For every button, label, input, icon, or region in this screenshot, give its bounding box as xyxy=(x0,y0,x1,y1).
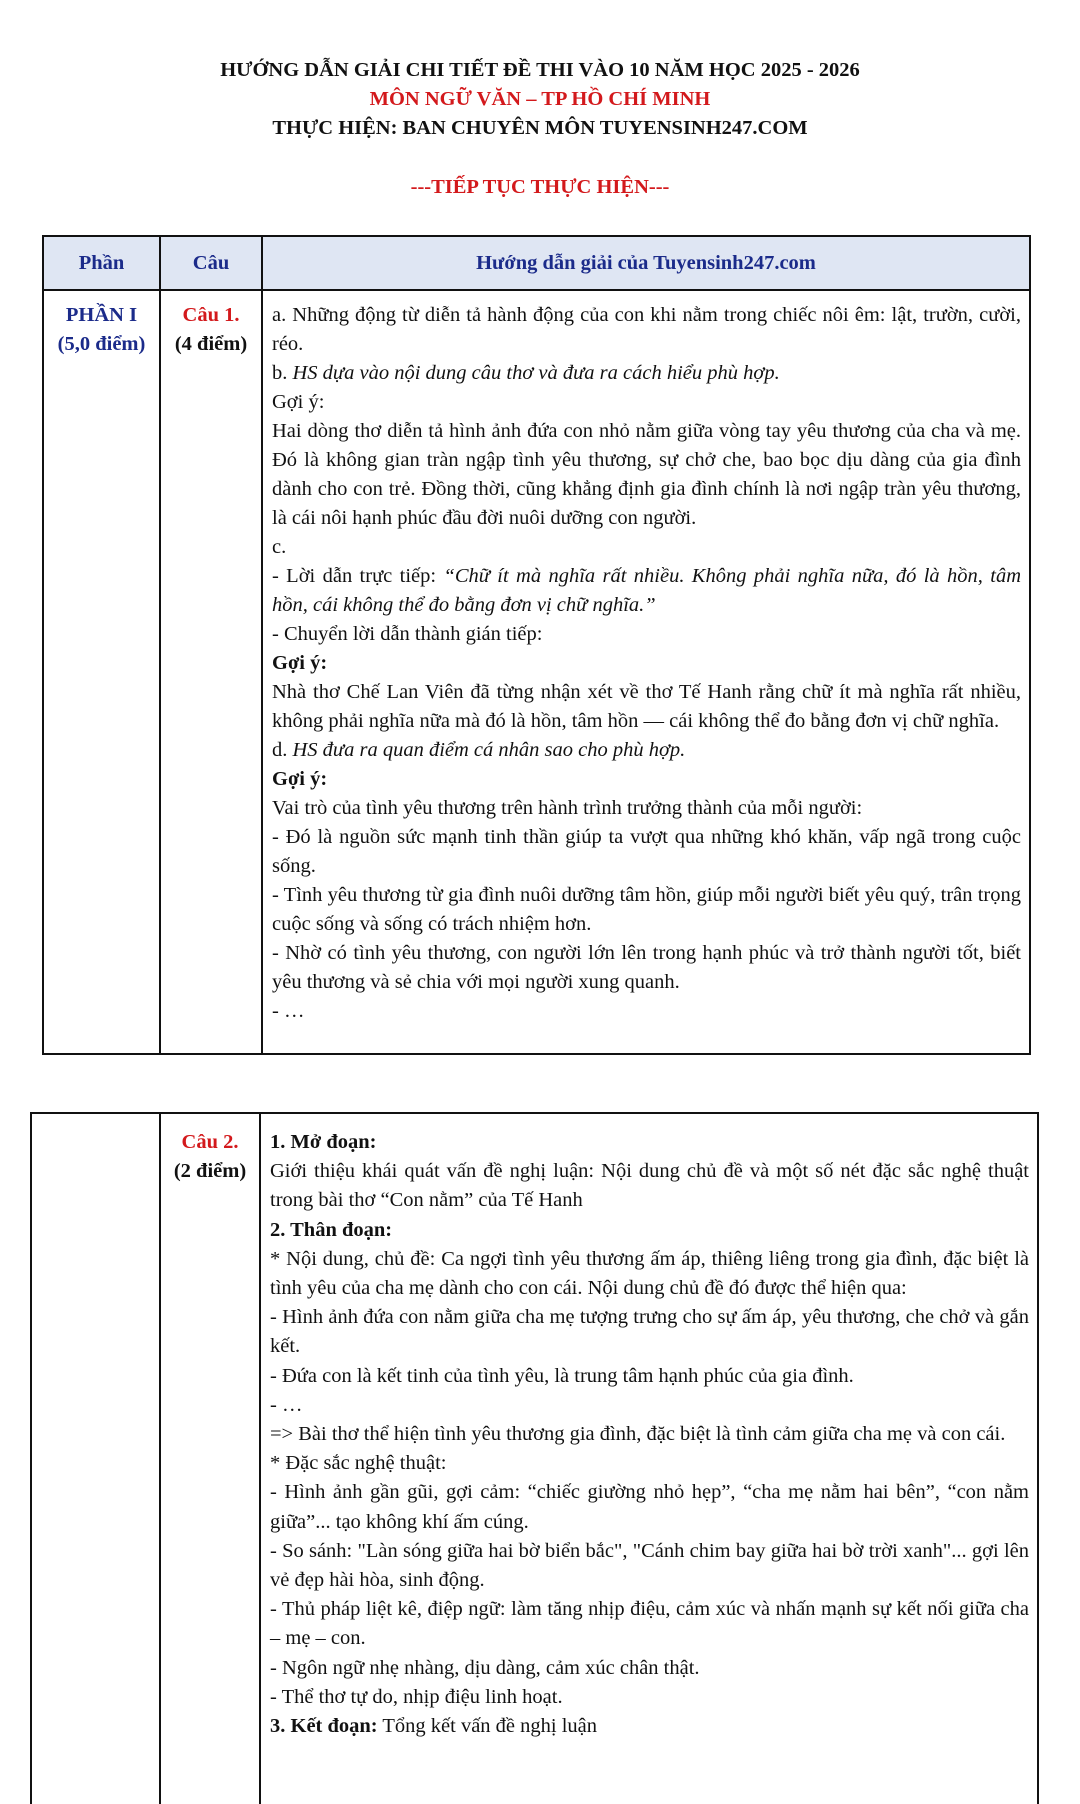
question-cell xyxy=(160,290,262,1054)
answer-d-text: HS đưa ra quan điểm cá nhân sao cho phù hợp. xyxy=(292,739,686,761)
indirect-instruction: - Chuyển lời dẫn thành gián tiếp: xyxy=(272,623,543,645)
question-label: Câu 1. xyxy=(182,304,240,326)
direct-quote xyxy=(272,562,1021,620)
part-cell-empty xyxy=(31,1113,160,1804)
table-row xyxy=(31,1113,1038,1804)
list-item: - … xyxy=(272,1000,305,1022)
answer-cell xyxy=(262,290,1030,1054)
hint-text: Hai dòng thơ diễn tả hình ảnh đứa con nhỏ nằm giữa vòng tay yêu thương của cha và mẹ. Đó là không gian tràn ngập tình yêu thương, sự chở che, bao bọc dịu dàng của gia đình dành cho con trẻ. Đồng thời, cũng khẳng định gia đình chính là nơi ngập tràn yêu thương, là cái nôi hạnh phúc đầu đời nuôi dưỡng con người. xyxy=(272,420,1021,529)
document-header xyxy=(0,56,1080,143)
part-points: (5,0 điểm) xyxy=(57,333,146,355)
part-cell xyxy=(43,290,160,1054)
list-item: - Ngôn ngữ nhẹ nhàng, dịu dàng, cảm xúc chân thật. xyxy=(270,1656,700,1679)
list-item: - So sánh: "Làn sóng giữa hai bờ biển bắc", "Cánh chim bay giữa hai bờ trời xanh"... gợi lên vẻ đẹp hài hòa, sinh động. xyxy=(270,1539,1029,1592)
list-item: - Hình ảnh gần gũi, gợi cảm: “chiếc giường nhỏ hẹp”, “cha mẹ nằm hai bên”, “con nằm giữa”... tạo không khí ấm cúng. xyxy=(270,1481,1029,1533)
answer-a: a. Những động từ diễn tả hành động của con khi nằm trong chiếc nôi êm: lật, trườn, cười, réo. xyxy=(272,304,1021,355)
section-label: 2. Thân đoạn: xyxy=(270,1218,393,1241)
hint-text: Nhà thơ Chế Lan Viên đã từng nhận xét về thơ Tế Hanh rằng chữ ít mà nghĩa rất nhiều, không phải nghĩa nữa mà đó là hồn, tâm hồn — cái không thể đo bằng đơn vị chữ nghĩa. xyxy=(272,681,1021,732)
answer-c: c. xyxy=(272,536,287,558)
answer-b-prefix: b. xyxy=(272,362,293,384)
list-item: - Hình ảnh đứa con nằm giữa cha mẹ tượng trưng cho sự ấm áp, yêu thương, che chở và gắn kết. xyxy=(270,1306,1029,1358)
question-cell xyxy=(160,1113,260,1804)
header-cau: Câu xyxy=(160,236,262,290)
doc-title: HƯỚNG DẪN GIẢI CHI TIẾT ĐỀ THI VÀO 10 NĂM HỌC 2025 - 2026 xyxy=(220,59,860,81)
list-item: Vai trò của tình yêu thương trên hành trình trưởng thành của mỗi người: xyxy=(272,797,863,819)
list-item: - Thủ pháp liệt kê, điệp ngữ: làm tăng nhịp điệu, cảm xúc và nhấn mạnh sự kết nối giữa cha – mẹ – con. xyxy=(270,1598,1029,1650)
section-text: Tổng kết vấn đề nghị luận xyxy=(377,1715,598,1738)
section-text: Giới thiệu khái quát vấn đề nghị luận: Nội dung chủ đề và một số nét đặc sắc nghệ thuật trong bài thơ “Con nằm” của Tế Hanh xyxy=(270,1160,1029,1212)
question-points: (4 điểm) xyxy=(174,333,248,355)
answer-d-prefix: d. xyxy=(272,739,293,761)
part-name: PHẦN I xyxy=(65,304,138,326)
section-label: 1. Mở đoạn: xyxy=(270,1131,377,1153)
doc-author: THỰC HIỆN: BAN CHUYÊN MÔN TUYENSINH247.COM xyxy=(272,117,808,139)
hint-label: Gợi ý: xyxy=(272,768,328,790)
answer-b-text: HS dựa vào nội dung câu thơ và đưa ra cách hiểu phù hợp. xyxy=(292,362,780,384)
list-item: - Tình yêu thương từ gia đình nuôi dưỡng tâm hồn, giúp mỗi người biết yêu quý, trân trọng cuộc sống và sống có trách nhiệm hơn. xyxy=(272,884,1021,935)
answer-cell xyxy=(260,1113,1038,1804)
hint-label: Gợi ý: xyxy=(272,391,325,413)
list-item: - Đó là nguồn sức mạnh tinh thần giúp ta vượt qua những khó khăn, vấp ngã trong cuộc sống. xyxy=(272,826,1021,877)
conclusion xyxy=(270,1712,1029,1741)
list-item: => Bài thơ thể hiện tình yêu thương gia đình, đặc biệt là tình cảm giữa cha mẹ và con cái. xyxy=(270,1423,1006,1446)
table-header-row xyxy=(43,236,1030,290)
answer-b xyxy=(272,359,1021,388)
answer-table-part2 xyxy=(30,1112,1039,1804)
answer-d xyxy=(272,736,1021,765)
section-label: 3. Kết đoạn: xyxy=(270,1715,378,1738)
list-item: - Thể thơ tự do, nhịp điệu linh hoạt. xyxy=(270,1685,563,1708)
table-row xyxy=(43,290,1030,1054)
list-item: * Nội dung, chủ đề: Ca ngợi tình yêu thương ấm áp, thiêng liêng trong gia đình, đặc biệt là tình yêu của cha mẹ dành cho con cái. Nội dung chủ đề đó được thể hiện qua: xyxy=(270,1247,1029,1300)
header-phan: Phần xyxy=(43,236,160,290)
list-item: - Đứa con là kết tinh của tình yêu, là trung tâm hạnh phúc của gia đình. xyxy=(270,1364,854,1387)
list-item: - … xyxy=(270,1393,303,1416)
hint-label: Gợi ý: xyxy=(272,652,328,674)
question-points: (2 điểm) xyxy=(173,1160,247,1182)
doc-subject: MÔN NGỮ VĂN – TP HỒ CHÍ MINH xyxy=(369,88,711,110)
direct-quote-prefix: - Lời dẫn trực tiếp: xyxy=(272,565,444,587)
list-item: - Nhờ có tình yêu thương, con người lớn lên trong hạnh phúc và trở thành người tốt, biết yêu thương và sẻ chia với mọi người xung quanh. xyxy=(272,942,1021,993)
subsection-label: * Đặc sắc nghệ thuật: xyxy=(270,1452,447,1475)
question-label: Câu 2. xyxy=(181,1131,239,1153)
continue-note: ---TIẾP TỤC THỰC HIỆN--- xyxy=(410,176,670,198)
direct-quote-text: “Chữ ít mà nghĩa rất nhiều. Không phải nghĩa nữa, đó là hồn, tâm hồn, cái không thể đo bằng đơn vị chữ nghĩa.” xyxy=(272,565,1021,616)
answer-table-part1 xyxy=(42,235,1031,1055)
header-huong-dan: Hướng dẫn giải của Tuyensinh247.com xyxy=(262,236,1030,290)
